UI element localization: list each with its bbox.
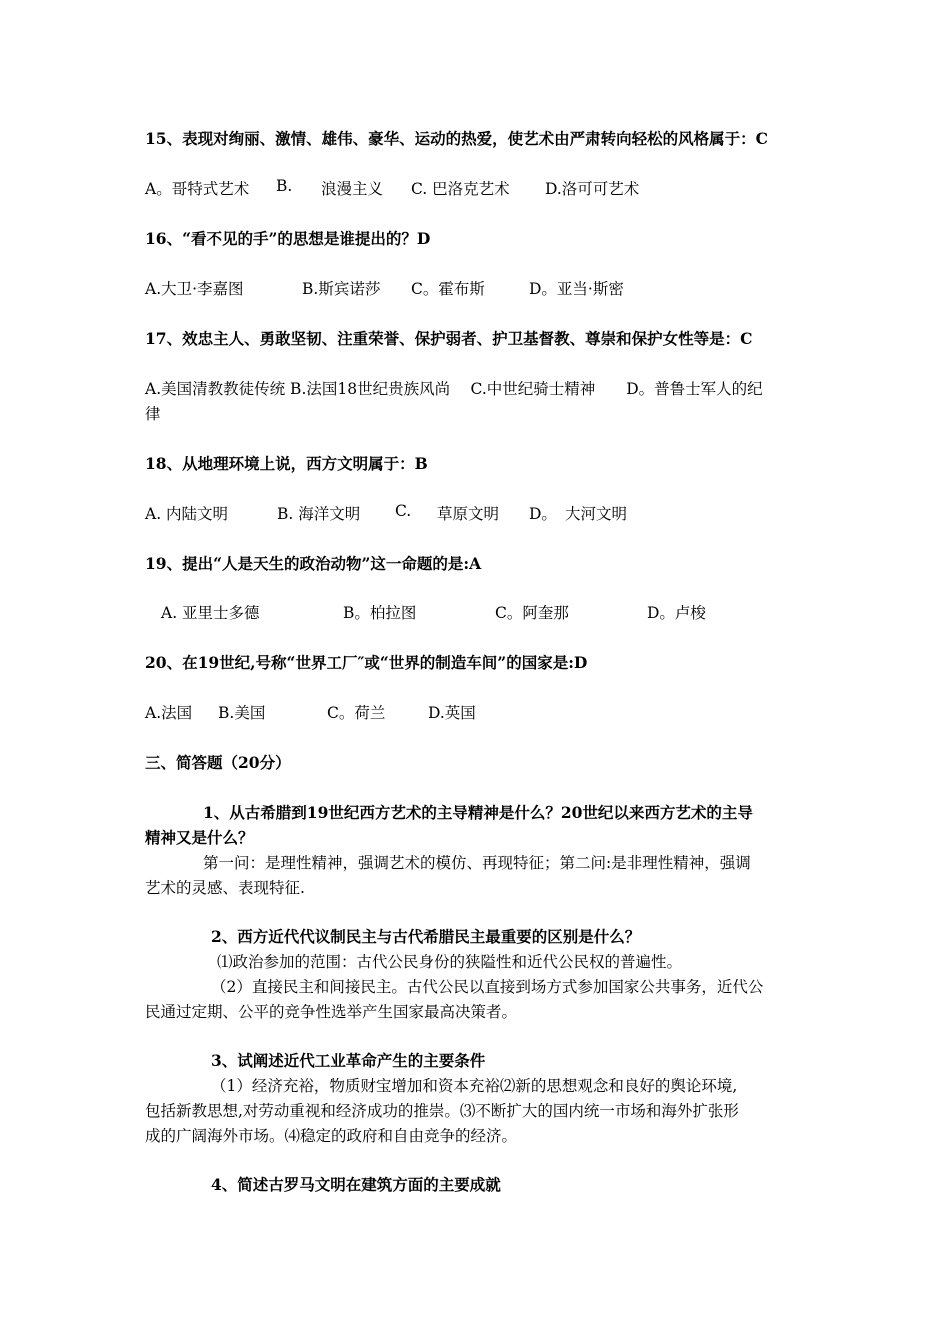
short-answer-1-line2: 艺术的灵感、表现特征.	[145, 879, 305, 897]
option-15-b-text: 浪漫主义	[321, 180, 384, 198]
option-20-d: D.英国	[428, 704, 476, 722]
option-18-a: A. 内陆文明	[145, 505, 229, 523]
short-answer-2-point2-line2: 民通过定期、公平的竞争性选举产生国家最高决策者。	[145, 1003, 518, 1021]
option-19-c: C。阿奎那	[495, 604, 569, 622]
option-19-a: A. 亚里士多德	[161, 604, 260, 622]
option-16-c: C。霍布斯	[411, 280, 485, 298]
option-19-d: D。卢梭	[647, 604, 706, 622]
short-answer-3: （1）经济充裕，物质财宝增加和资本充裕⑵新的思想观念和良好的舆论环境,	[211, 1077, 738, 1095]
question-17: 17、效忠主人、勇敢坚韧、注重荣誉、保护弱者、护卫基督教、尊崇和保护女性等是：C	[145, 329, 753, 348]
option-18-d: D。	[529, 505, 557, 523]
option-18-c-text: 草原文明	[437, 505, 500, 523]
short-answer-3-line3: 成的广阔海外市场。⑷稳定的政府和自由竞争的经济。	[145, 1127, 518, 1145]
question-16: 16、“看不见的手”的思想是谁提出的？D	[145, 229, 431, 248]
short-answer-1: 第一问：是理性精神，强调艺术的模仿、再现特征；第二问:是非理性精神，强调	[203, 854, 751, 872]
short-question-3: 3、试阐述近代工业革命产生的主要条件	[211, 1051, 486, 1070]
question-19: 19、提出“人是天生的政治动物”这一命题的是:A	[145, 554, 482, 573]
section-heading: 三、简答题（20分）	[145, 753, 291, 772]
option-15-a: A。哥特式艺术	[145, 180, 250, 198]
short-answer-2-point2: （2）直接民主和间接民主。古代公民以直接到场方式参加国家公共事务，近代公	[211, 978, 764, 996]
short-question-1: 1、从古希腊到19世纪西方艺术的主导精神是什么？20世纪以来西方艺术的主导	[203, 803, 753, 822]
short-answer-3-line2: 包括新教思想,对劳动重视和经济成功的推崇。⑶不断扩大的国内统一市场和海外扩张形	[145, 1102, 739, 1120]
option-20-c: C。荷兰	[327, 704, 386, 722]
options-17-line2: 律	[145, 405, 161, 423]
option-18-b: B. 海洋文明	[277, 505, 361, 523]
short-question-1-line2: 精神又是什么？	[145, 828, 254, 847]
short-question-2: 2、西方近代代议制民主与古代希腊民主最重要的区别是什么？	[211, 927, 641, 946]
option-16-a: A.大卫·李嘉图	[145, 280, 244, 298]
option-18-d-text: 大河文明	[565, 505, 628, 523]
option-20-a: A.法国	[145, 704, 193, 722]
option-16-b: B.斯宾诺莎	[302, 280, 381, 298]
option-18-c: C.	[395, 502, 412, 520]
option-15-d: D.洛可可艺术	[545, 180, 640, 198]
option-20-b: B.美国	[218, 704, 266, 722]
short-answer-2-point1: ⑴政治参加的范围：古代公民身份的狭隘性和近代公民权的普遍性。	[217, 953, 683, 971]
option-15-b: B.	[276, 177, 293, 195]
short-question-4: 4、简述古罗马文明在建筑方面的主要成就	[211, 1175, 501, 1194]
option-16-d: D。亚当·斯密	[529, 280, 624, 298]
option-15-c: C. 巴洛克艺术	[411, 180, 510, 198]
options-17-line1: A.美国清教教徒传统 B.法国18世纪贵族风尚 C.中世纪骑士精神 D。普鲁士军人的纪	[145, 380, 763, 398]
question-15: 15、表现对绚丽、激情、雄伟、豪华、运动的热爱，使艺术由严肃转向轻松的风格属于：C	[145, 129, 768, 148]
question-18: 18、从地理环境上说，西方文明属于：B	[145, 454, 428, 473]
question-20: 20、在19世纪,号称“世界工厂″或“世界的制造车间”的国家是:D	[145, 653, 588, 672]
option-19-b: B。柏拉图	[343, 604, 417, 622]
